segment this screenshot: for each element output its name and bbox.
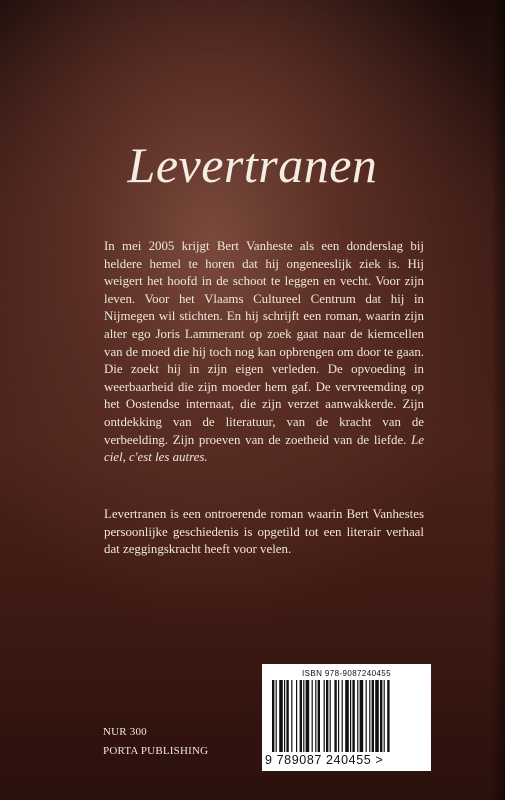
barcode-digits (265, 753, 428, 767)
publisher-name: PORTA PUBLISHING (103, 745, 209, 757)
nur-code: NUR 300 (103, 726, 147, 738)
blurb-paragraph-2: Levertranen is een ontroerende roman waarin Bert Vanhestes persoonlijke geschiedenis is opgetild tot een literair verhaal dat zeggingskracht heeft voor velen. (104, 507, 424, 557)
blurb-text: In mei 2005 krijgt Bert Vanheste als een donderslag bij heldere hemel te horen dat hij ongeneeslijk ziek is. Hij weigert het hoofd in de schoot te leggen en vecht. Voor zijn leven. Voor het Vlaams Cultureel Centrum dat hij in Nijmegen wil stichten. En hij schrijft een roman, waarin zijn alter ego Joris Lammerant op zoek gaat naar de kiemcellen van de moed die hij toch nog kan opbrengen om door te gaan. Die zoekt hij in zijn eigen verleden. De opvoeding in weerbaarheid die zijn moeder hem gaf. De vervreemding op het Oostendse internaat, die zijn verzet aanwakkerde. Zijn ontdekking van de literatuur, van de kracht van de verbeelding. Zijn proeven van de zoetheid van de liefde. (104, 239, 424, 447)
isbn-label: ISBN 978-9087240455 (302, 669, 391, 678)
blurb-paragraph-1 (104, 238, 424, 467)
barcode-bars (272, 680, 422, 754)
blurb-quote: Le ciel, c'est les autres. (104, 432, 424, 465)
barcode-number: 9 789087 240455 (265, 753, 372, 767)
barcode (262, 664, 431, 771)
barcode-end-mark: > (375, 753, 384, 767)
book-title: Levertranen (127, 137, 378, 193)
